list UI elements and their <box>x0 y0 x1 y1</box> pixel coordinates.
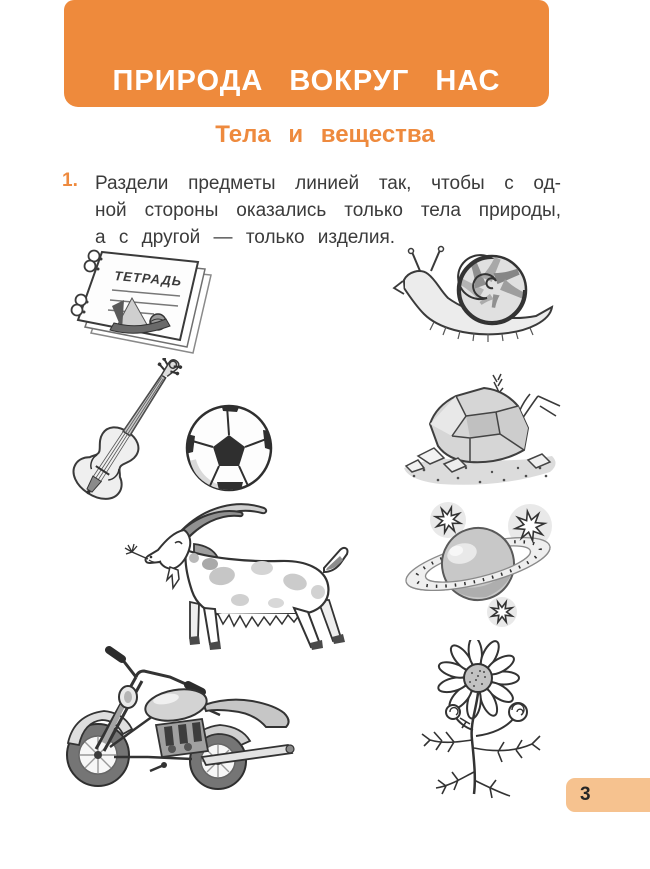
stone-illustration <box>400 372 565 494</box>
snail-illustration <box>390 244 562 354</box>
task-line-1: Раздели предметы линией так, чтобы с од- <box>95 173 561 194</box>
motorcycle-illustration <box>52 645 314 807</box>
task-number: 1. <box>62 170 78 191</box>
chapter-title-banner <box>64 0 549 107</box>
task-text <box>95 170 561 251</box>
chapter-title: ПРИРОДА ВОКРУГ НАС <box>112 65 501 97</box>
saturn-illustration <box>390 500 568 628</box>
page-number-tab <box>566 778 650 812</box>
notebook-illustration <box>56 244 274 356</box>
chamomile-illustration <box>410 640 572 804</box>
page-number: 3 <box>580 784 591 805</box>
soccer-ball-illustration <box>183 402 275 494</box>
notebook-cover-text: ТЕТРАДЬ <box>113 268 183 289</box>
task-line-2: ной стороны оказались только тела природы, <box>95 200 561 221</box>
task-line-3: а с другой — только изделия. <box>95 227 396 248</box>
goat-illustration <box>122 500 360 654</box>
section-subtitle: Тела и вещества <box>215 121 435 148</box>
